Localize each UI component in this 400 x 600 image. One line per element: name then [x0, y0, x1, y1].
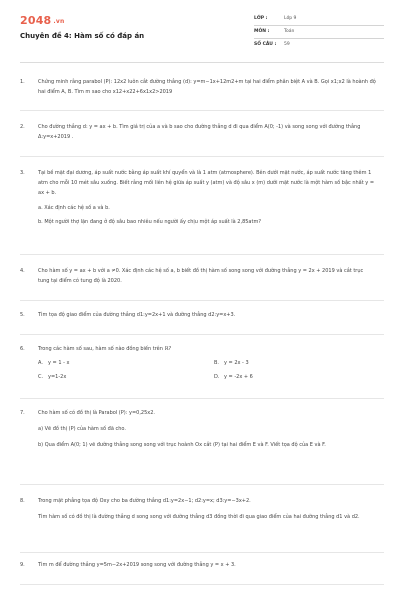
- meta-value: 59: [284, 42, 290, 47]
- divider: [20, 300, 384, 301]
- site-logo[interactable]: [20, 14, 64, 27]
- meta-divider: [254, 38, 384, 39]
- question-number: 4.: [20, 268, 25, 274]
- sub-question: a. Xác định các hệ số a và b.: [38, 204, 110, 211]
- logo-text: 2048: [20, 14, 52, 27]
- page-title: Chuyên đề 4: Hàm số có đáp án: [20, 32, 145, 40]
- question-number: 7.: [20, 410, 25, 416]
- logo-suffix: .vn: [53, 18, 65, 25]
- sub-question: b) Qua điểm A(0; 1) vẽ đường thẳng song song với trục hoành Ox cắt (P) tại hai điểm E và F. Viết tọa độ của E và F.: [38, 442, 326, 449]
- sub-question: a) Vẽ đồ thị (P) của hàm số đã cho.: [38, 426, 126, 433]
- question-number: 2.: [20, 124, 25, 130]
- meta-label: SỐ CÂU :: [254, 42, 277, 47]
- question-number: 8.: [20, 498, 25, 504]
- question-text: Cho hàm số có đồ thị là Parabol (P): y=0,25x2.: [38, 410, 156, 416]
- meta-label: MÔN :: [254, 29, 270, 34]
- divider: [20, 398, 384, 399]
- meta-row-subject: [254, 29, 384, 39]
- option-d[interactable]: [214, 372, 253, 382]
- question-text: Cho hàm số y = ax + b với a ≠0. Xác định các hệ số a, b biết đồ thị hàm số song song với đường thẳng y = 2x + 2019 và cắt trục tung tại điểm có tung độ là 2020.: [38, 268, 364, 285]
- meta-value: Lớp 9: [284, 16, 297, 21]
- meta-row-class: [254, 16, 384, 26]
- option-text: y=1-2x: [48, 374, 67, 381]
- document-header: [0, 0, 400, 62]
- option-letter: B.: [214, 360, 220, 367]
- question-text: Tại bề mặt đại dương, áp suất nước bằng áp suất khí quyển và là 1 atm (atmosphere). Bên dưới mặt nước, áp suất nước tăng thêm 1 atm cho mỗi 10 mét sâu xuống. Biết rằng mối liên hệ giữa áp suất y (atm) và độ sâu x (m) dưới mặt nước là một hàm số bậc nhất y = ax + b.: [38, 170, 375, 197]
- sub-question: Tìm hàm số có đồ thị là đường thẳng d song song với đường thẳng d3 đồng thời đi qua giao điểm của hai đường thẳng d1 và d2.: [38, 514, 360, 521]
- option-text: y = -2x + 6: [224, 374, 253, 381]
- option-letter: C.: [38, 374, 44, 381]
- header-divider: [20, 62, 384, 63]
- option-letter: D.: [214, 374, 220, 381]
- question-number: 6.: [20, 346, 25, 352]
- question-text: Chứng minh rằng parabol (P): 12x2 luôn cắt đường thẳng (d): y=m−1x+12m2+m tại hai điểm phân biệt A và B. Gọi x1;x2 là hoành độ hai điểm A, B. Tìm m sao cho x12+x22+6x1x2>2019: [38, 79, 376, 96]
- divider: [20, 110, 384, 111]
- meta-row-count: [254, 42, 384, 52]
- question-text: Trong các hàm số sau, hàm số nào đồng biến trên ℝ?: [38, 346, 172, 352]
- option-b[interactable]: [214, 358, 249, 368]
- divider: [20, 156, 384, 157]
- meta-label: LỚP :: [254, 16, 268, 21]
- question-body: [38, 496, 376, 522]
- question-number: 5.: [20, 312, 25, 318]
- question-text: Trong mặt phẳng tọa độ Oxy cho ba đường thẳng d1:y=2x−1; d2:y=x; d3:y=−3x+2.: [38, 498, 251, 504]
- answer-options: [38, 358, 376, 382]
- question-text: Tìm m để đường thẳng y=5m−2x+2019 song song với đường thẳng y = x + 3.: [38, 562, 236, 568]
- divider: [20, 484, 384, 485]
- meta-divider: [254, 25, 384, 26]
- option-a[interactable]: [38, 358, 69, 368]
- question-number: 1.: [20, 79, 25, 85]
- option-text: y = 1 - x: [48, 360, 70, 367]
- option-c[interactable]: [38, 372, 66, 382]
- meta-value: Toán: [284, 29, 295, 34]
- question-text: Tìm tọa độ giao điểm của đường thẳng d1:y=2x+1 và đường thẳng d2:y=x+3.: [38, 312, 236, 318]
- question-text: Cho đường thẳng d: y = ax + b. Tìm giá trị của a và b sao cho đường thẳng d đi qua điểm A(0; -1) và song song với đường thẳng Δ:y=x+2019 .: [38, 124, 361, 141]
- question-body: [38, 168, 376, 227]
- question-number: 3.: [20, 170, 25, 176]
- sub-question: b. Một người thợ lặn đang ở độ sâu bao nhiêu nếu người ấy chịu một áp suất là 2,85atm?: [38, 218, 261, 225]
- divider: [20, 552, 384, 553]
- question-number: 9.: [20, 562, 25, 568]
- question-body: [38, 408, 376, 451]
- question-body: [38, 344, 376, 382]
- divider: [20, 584, 384, 585]
- option-letter: A.: [38, 360, 43, 367]
- option-text: y = 2x - 3: [224, 360, 249, 367]
- divider: [20, 334, 384, 335]
- divider: [20, 254, 384, 255]
